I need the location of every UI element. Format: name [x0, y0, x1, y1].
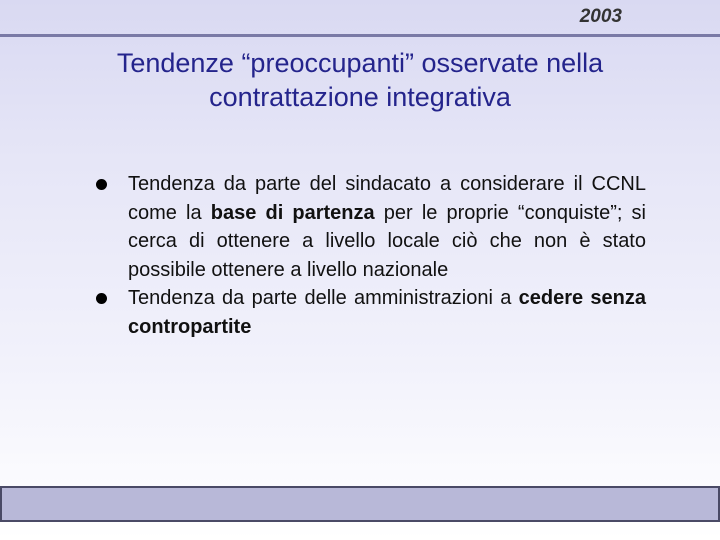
bullet-bold-text: cedere senza contropartite	[128, 287, 646, 338]
year-label: 2003	[579, 6, 622, 27]
slide-title	[0, 46, 720, 114]
bullet-bold-text: base di partenza	[210, 201, 375, 224]
bullet-dot-icon	[96, 293, 107, 304]
bullet-item	[96, 284, 646, 341]
bullet-item	[96, 170, 646, 284]
bullet-text: Tendenza da parte delle amministrazioni a	[128, 287, 519, 309]
bullet-dot-icon	[96, 179, 107, 190]
title-line-2: contrattazione integrativa	[209, 82, 511, 112]
bullet-text: Tendenza da parte del sindacato a considerare il CCNL come la	[128, 173, 646, 224]
top-divider	[0, 34, 720, 37]
bullet-text: per le proprie “conquiste”; si cerca di ottenere a livello locale ciò che non è stato possibile ottenere a livello nazionale	[128, 201, 646, 281]
title-line-1: Tendenze “preoccupanti” osservate nella	[116, 48, 604, 78]
footer-bar	[0, 486, 720, 522]
bullet-list	[96, 170, 646, 341]
